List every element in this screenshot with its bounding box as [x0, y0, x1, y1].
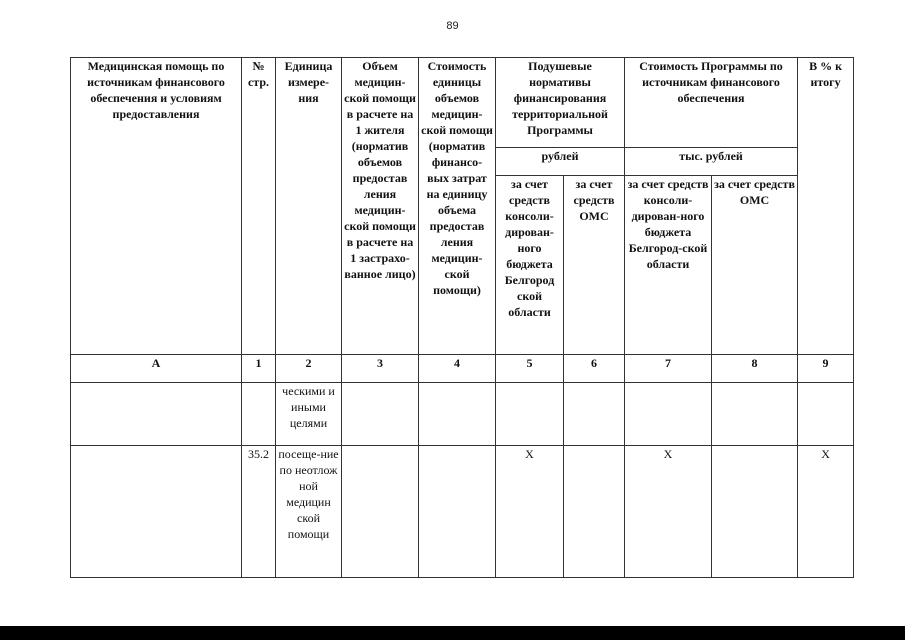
column-number: 3	[342, 355, 419, 383]
column-number: 2	[276, 355, 342, 383]
cell-medical-care	[71, 383, 242, 446]
cell-unit: посеще-ние по неотлож ной медицин ской помощи	[276, 446, 342, 578]
header-program-cost-unit: тыс. рублей	[625, 148, 798, 176]
header-consolidated-budget-rub: за счет средств консоли-дирован-ного бюджета Белгород ской области	[496, 176, 564, 355]
cell-consolidated-budget-rub	[496, 383, 564, 446]
cell-medical-care	[71, 446, 242, 578]
cell-unit-cost	[419, 446, 496, 578]
table-row	[71, 383, 854, 446]
column-number-row	[71, 355, 854, 383]
column-number: А	[71, 355, 242, 383]
column-number: 1	[242, 355, 276, 383]
header-oms-thousand-rub: за счет средств ОМС	[712, 176, 798, 355]
header-row-number: № стр.	[242, 58, 276, 355]
column-number: 6	[564, 355, 625, 383]
header-program-cost-group: Стоимость Программы по источникам финансового обеспечения	[625, 58, 798, 148]
cell-volume	[342, 446, 419, 578]
cell-oms-rub	[564, 383, 625, 446]
header-consolidated-budget-thousand-rub: за счет средств консоли-дирован-ного бюджета Белгород-ской области	[625, 176, 712, 355]
cell-oms-rub	[564, 446, 625, 578]
cell-percent-of-total: X	[798, 446, 854, 578]
column-number: 5	[496, 355, 564, 383]
column-number: 7	[625, 355, 712, 383]
header-percent-of-total: В % к итогу	[798, 58, 854, 355]
cell-unit: ческими и иными целями	[276, 383, 342, 446]
table-header	[71, 58, 854, 383]
cell-consolidated-budget-thousand-rub: X	[625, 446, 712, 578]
cell-oms-thousand-rub	[712, 383, 798, 446]
header-per-capita-group: Подушевые нормативы финансирования территориальной Программы	[496, 58, 625, 148]
header-per-capita-unit: рублей	[496, 148, 625, 176]
cell-consolidated-budget-thousand-rub	[625, 383, 712, 446]
column-number: 4	[419, 355, 496, 383]
header-volume: Объем медицин-ской помощи в расчете на 1 жителя (норматив объемов предостав ления медицин-ской помощи в расчете на 1 застрахо-ванное лицо)	[342, 58, 419, 355]
cell-oms-thousand-rub	[712, 446, 798, 578]
header-unit: Единица измере-ния	[276, 58, 342, 355]
cell-percent-of-total	[798, 383, 854, 446]
header-unit-cost: Стоимость единицы объемов медицин-ской помощи (норматив финансо-вых затрат на единицу объема предостав ления медицин-ской помощи)	[419, 58, 496, 355]
cell-volume	[342, 383, 419, 446]
header-medical-care: Медицинская помощь по источникам финансового обеспечения и условиям предоставления	[71, 58, 242, 355]
cell-unit-cost	[419, 383, 496, 446]
page-number: 89	[446, 20, 459, 32]
cell-consolidated-budget-rub: X	[496, 446, 564, 578]
financing-table	[70, 57, 854, 578]
column-number: 9	[798, 355, 854, 383]
table-row	[71, 446, 854, 578]
header-oms-rub: за счет средств ОМС	[564, 176, 625, 355]
table-body	[71, 383, 854, 578]
scan-border-bar	[0, 626, 905, 640]
cell-row-number: 35.2	[242, 446, 276, 578]
column-number: 8	[712, 355, 798, 383]
cell-row-number	[242, 383, 276, 446]
